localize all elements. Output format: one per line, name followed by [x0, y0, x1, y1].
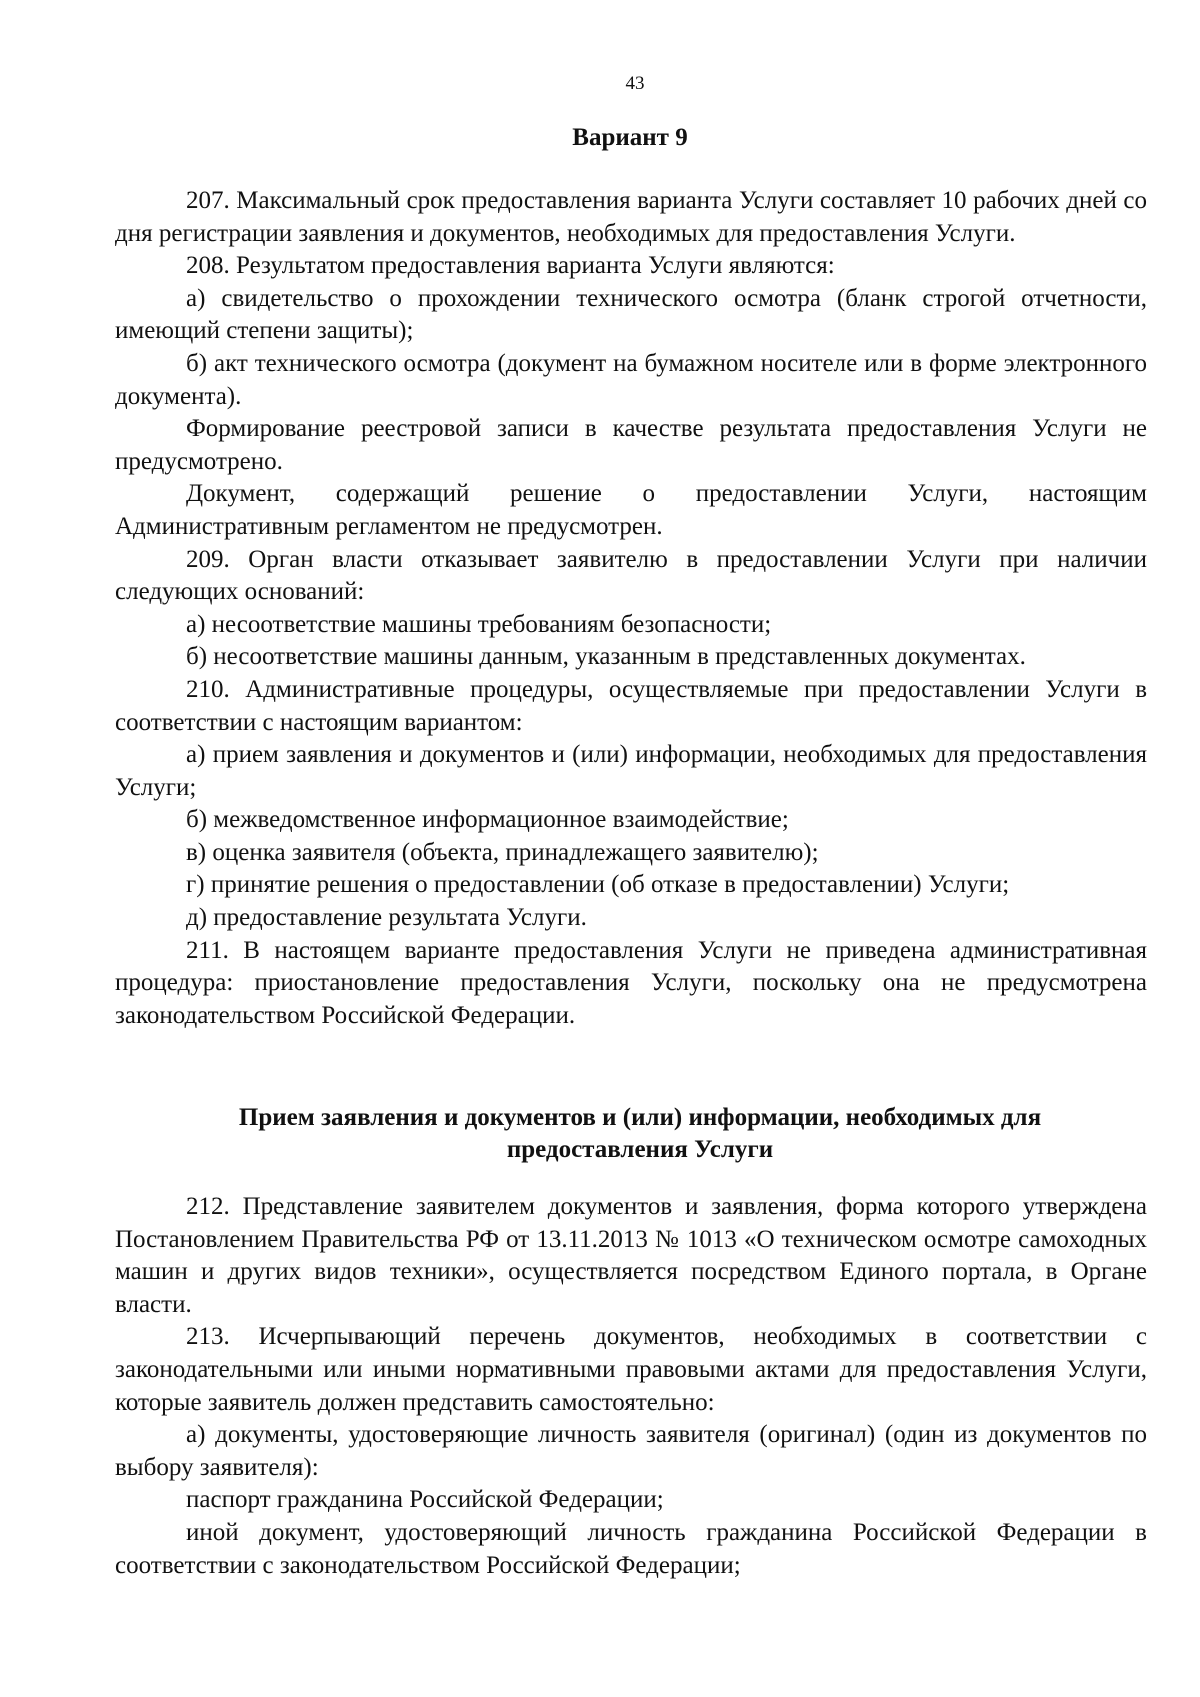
paragraph-210-d: д) предоставление результата Услуги. [186, 904, 587, 932]
paragraph-210-b: б) межведомственное информационное взаимодействие; [186, 806, 789, 834]
paragraph-210: 210. Административные процедуры, осуществляемые при предоставлении Услуги в соответствии с настоящим вариантом: [115, 675, 1147, 736]
text-block-variant [115, 185, 1147, 1032]
paragraph-208-a: а) свидетельство о прохождении технического осмотра (бланк строгой отчетности, имеющий степени защиты); [115, 284, 1147, 345]
paragraph-213-a: а) документы, удостоверяющие личность заявителя (оригинал) (один из документов по выбору заявителя): [115, 1421, 1147, 1481]
paragraph-209-b: б) несоответствие машины данным, указанным в представленных документах. [186, 643, 1026, 671]
paragraph-208: 208. Результатом предоставления варианта Услуги являются: [186, 252, 835, 280]
paragraph-209-a: а) несоответствие машины требованиям безопасности; [186, 610, 772, 638]
paragraph-213: 213. Исчерпывающий перечень документов, необходимых в соответствии с законодательными или иными нормативными правовыми актами для предоставления Услуги, которые заявитель должен представить самостоятельно: [115, 1323, 1147, 1416]
text-block-section [115, 1191, 1147, 1582]
paragraph-210-g: г) принятие решения о предоставлении (об отказе в предоставлении) Услуги; [186, 871, 1010, 899]
paragraph-211: 211. В настоящем варианте предоставления Услуги не приведена административная процедура: приостановление предоставления Услуги, поскольку она не предусмотрена законодательством Российской Федерации. [115, 936, 1147, 1029]
paragraph-210-v: в) оценка заявителя (объекта, принадлежащего заявителю); [186, 838, 819, 866]
paragraph-210-a: а) прием заявления и документов и (или) информации, необходимых для предоставления Услуги; [115, 741, 1147, 801]
paragraph-passport: паспорт гражданина Российской Федерации; [186, 1486, 664, 1514]
page-number: 43 [625, 73, 645, 94]
paragraph-209: 209. Орган власти отказывает заявителю в предоставлении Услуги при наличии следующих оснований: [115, 545, 1147, 606]
paragraph-207: 207. Максимальный срок предоставления варианта Услуги составляет 10 рабочих дней со дня регистрации заявления и документов, необходимых для предоставления Услуги. [115, 187, 1147, 247]
section-heading: Прием заявления и документов и (или) информации, необходимых для предоставления Услуги [238, 1104, 1042, 1163]
paragraph-registry-note: Формирование реестровой записи в качестве результата предоставления Услуги не предусмотрено. [115, 415, 1147, 475]
paragraph-decision-note: Документ, содержащий решение о предоставлении Услуги, настоящим Административным регламентом не предусмотрен. [115, 480, 1147, 540]
paragraph-other-id: иной документ, удостоверяющий личность гражданина Российской Федерации в соответствии с законодательством Российской Федерации; [115, 1518, 1147, 1579]
paragraph-212: 212. Представление заявителем документов и заявления, форма которого утверждена Постановлением Правительства РФ от 13.11.2013 № 1013 «О техническом осмотре самоходных машин и других видов техники», осуществляется посредством Единого портала, в Органе власти. [115, 1193, 1147, 1318]
variant-heading: Вариант 9 [572, 124, 688, 151]
paragraph-208-b: б) акт технического осмотра (документ на бумажном носителе или в форме электронного документа). [115, 349, 1147, 410]
